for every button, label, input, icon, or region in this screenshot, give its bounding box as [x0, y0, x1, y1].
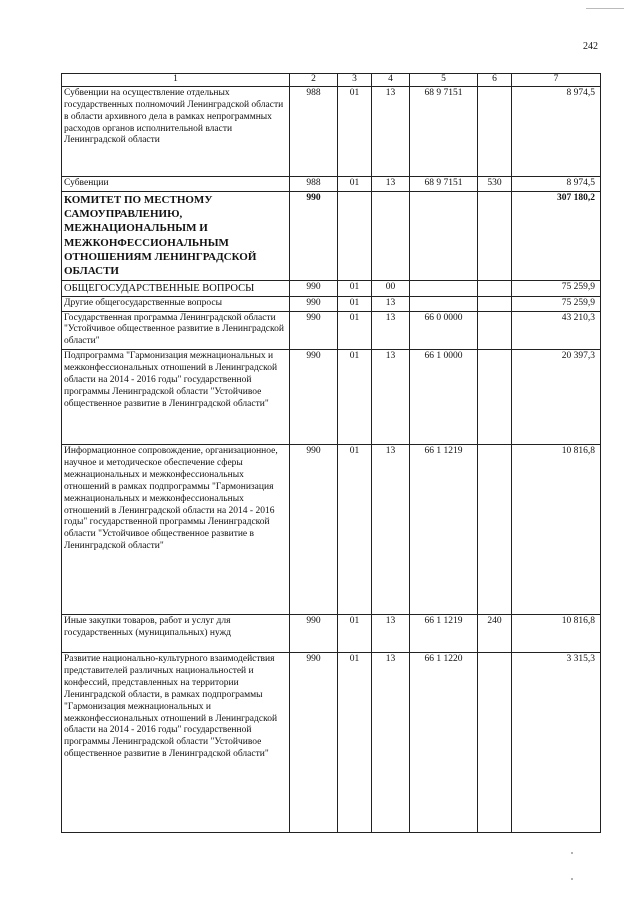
header-cell: 2 — [290, 74, 338, 87]
cell-amount: 75 259,9 — [512, 296, 601, 311]
cell-admin-code: 988 — [290, 86, 338, 176]
cell-admin-code: 990 — [290, 280, 338, 296]
cell-admin-code: 990 — [290, 350, 338, 445]
cell-expense-type — [478, 653, 512, 833]
cell-section — [338, 191, 372, 280]
table-row — [62, 296, 601, 311]
header-cell: 1 — [62, 74, 290, 87]
cell-subsection: 13 — [372, 653, 410, 833]
row-name: Иные закупки товаров, работ и услуг для государственных (муниципальных) нужд — [62, 615, 290, 653]
cell-admin-code: 990 — [290, 191, 338, 280]
table-row — [62, 280, 601, 296]
cell-amount: 10 816,8 — [512, 445, 601, 615]
cell-target-code: 68 9 7151 — [410, 86, 478, 176]
cell-section: 01 — [338, 445, 372, 615]
cell-subsection: 13 — [372, 296, 410, 311]
cell-target-code: 66 1 0000 — [410, 350, 478, 445]
cell-target-code: 66 0 0000 — [410, 311, 478, 350]
cell-admin-code: 990 — [290, 615, 338, 653]
cell-expense-type: 240 — [478, 615, 512, 653]
cell-expense-type — [478, 191, 512, 280]
cell-expense-type — [478, 296, 512, 311]
table-row — [62, 445, 601, 615]
cell-subsection — [372, 191, 410, 280]
cell-target-code — [410, 191, 478, 280]
table-row-committee — [62, 191, 601, 280]
cell-expense-type — [478, 280, 512, 296]
row-name: Субвенции — [62, 176, 290, 191]
cell-subsection: 13 — [372, 615, 410, 653]
cell-admin-code: 990 — [290, 653, 338, 833]
cell-amount: 75 259,9 — [512, 280, 601, 296]
cell-admin-code: 990 — [290, 311, 338, 350]
corner-mark — [586, 8, 624, 9]
cell-section: 01 — [338, 311, 372, 350]
cell-amount: 3 315,3 — [512, 653, 601, 833]
cell-expense-type — [478, 86, 512, 176]
cell-subsection: 00 — [372, 280, 410, 296]
row-name: Подпрограмма "Гармонизация межнациональных и межконфессиональных отношений в Ленинградской области на 2014 - 2016 годы" государственной программы Ленинградской области "Устойчивое общественное развитие в Ленинградской области" — [62, 350, 290, 445]
cell-expense-type — [478, 445, 512, 615]
cell-amount: 20 397,3 — [512, 350, 601, 445]
header-cell: 5 — [410, 74, 478, 87]
header-cell: 3 — [338, 74, 372, 87]
row-name: КОМИТЕТ ПО МЕСТНОМУ САМОУПРАВЛЕНИЮ, МЕЖНАЦИОНАЛЬНЫМ И МЕЖКОНФЕССИОНАЛЬНЫМ ОТНОШЕНИЯМ ЛЕНИНГРАДСКОЙ ОБЛАСТИ — [62, 191, 290, 280]
row-name: Другие общегосударственные вопросы — [62, 296, 290, 311]
header-cell: 6 — [478, 74, 512, 87]
table-row — [62, 86, 601, 176]
cell-expense-type — [478, 350, 512, 445]
row-name: Субвенции на осуществление отдельных государственных полномочий Ленинградской области в области архивного дела в рамках непрограммных расходов органов исполнительной власти Ленинградской области — [62, 86, 290, 176]
cell-section: 01 — [338, 615, 372, 653]
cell-target-code: 66 1 1220 — [410, 653, 478, 833]
cell-target-code: 66 1 1219 — [410, 615, 478, 653]
cell-amount: 43 210,3 — [512, 311, 601, 350]
budget-table — [61, 73, 601, 833]
cell-amount: 10 816,8 — [512, 615, 601, 653]
row-name: Государственная программа Ленинградской области "Устойчивое общественное развитие в Ленинградской области" — [62, 311, 290, 350]
cell-section: 01 — [338, 653, 372, 833]
cell-admin-code: 988 — [290, 176, 338, 191]
cell-target-code: 68 9 7151 — [410, 176, 478, 191]
scan-speck — [571, 878, 573, 880]
cell-subsection: 13 — [372, 311, 410, 350]
header-cell: 4 — [372, 74, 410, 87]
cell-section: 01 — [338, 280, 372, 296]
cell-subsection: 13 — [372, 176, 410, 191]
cell-expense-type — [478, 311, 512, 350]
row-name: ОБЩЕГОСУДАРСТВЕННЫЕ ВОПРОСЫ — [62, 280, 290, 296]
cell-subsection: 13 — [372, 445, 410, 615]
table-row — [62, 176, 601, 191]
cell-target-code — [410, 296, 478, 311]
cell-target-code: 66 1 1219 — [410, 445, 478, 615]
cell-target-code — [410, 280, 478, 296]
header-cell: 7 — [512, 74, 601, 87]
row-name: Информационное сопровождение, организационное, научное и методическое обеспечение сферы межнациональных и межконфессиональных отношений в рамках подпрограммы "Гармонизация межнациональных и межконфессиональных отношений в Ленинградской области на 2014 - 2016 годы" государственной программы Ленинградской области "Устойчивое общественное развитие в Ленинградской области" — [62, 445, 290, 615]
cell-amount: 8 974,5 — [512, 86, 601, 176]
table-row — [62, 615, 601, 653]
cell-section: 01 — [338, 176, 372, 191]
cell-subsection: 13 — [372, 86, 410, 176]
table-row — [62, 311, 601, 350]
scan-speck — [571, 852, 573, 854]
cell-amount: 8 974,5 — [512, 176, 601, 191]
cell-admin-code: 990 — [290, 296, 338, 311]
cell-section: 01 — [338, 296, 372, 311]
cell-admin-code: 990 — [290, 445, 338, 615]
row-name: Развитие национально-культурного взаимодействия представителей различных национальностей и конфессий, представленных на территории Ленинградской области, в рамках подпрограммы "Гармонизация межнациональных и межконфессиональных отношений в Ленинградской области на 2014 - 2016 годы" государственной программы Ленинградской области "Устойчивое общественное развитие в Ленинградской области" — [62, 653, 290, 833]
page-number: 242 — [583, 41, 598, 52]
table-row — [62, 350, 601, 445]
cell-subsection: 13 — [372, 350, 410, 445]
cell-section: 01 — [338, 350, 372, 445]
table-row — [62, 653, 601, 833]
cell-section: 01 — [338, 86, 372, 176]
cell-amount: 307 180,2 — [512, 191, 601, 280]
cell-expense-type: 530 — [478, 176, 512, 191]
header-row — [62, 74, 601, 87]
